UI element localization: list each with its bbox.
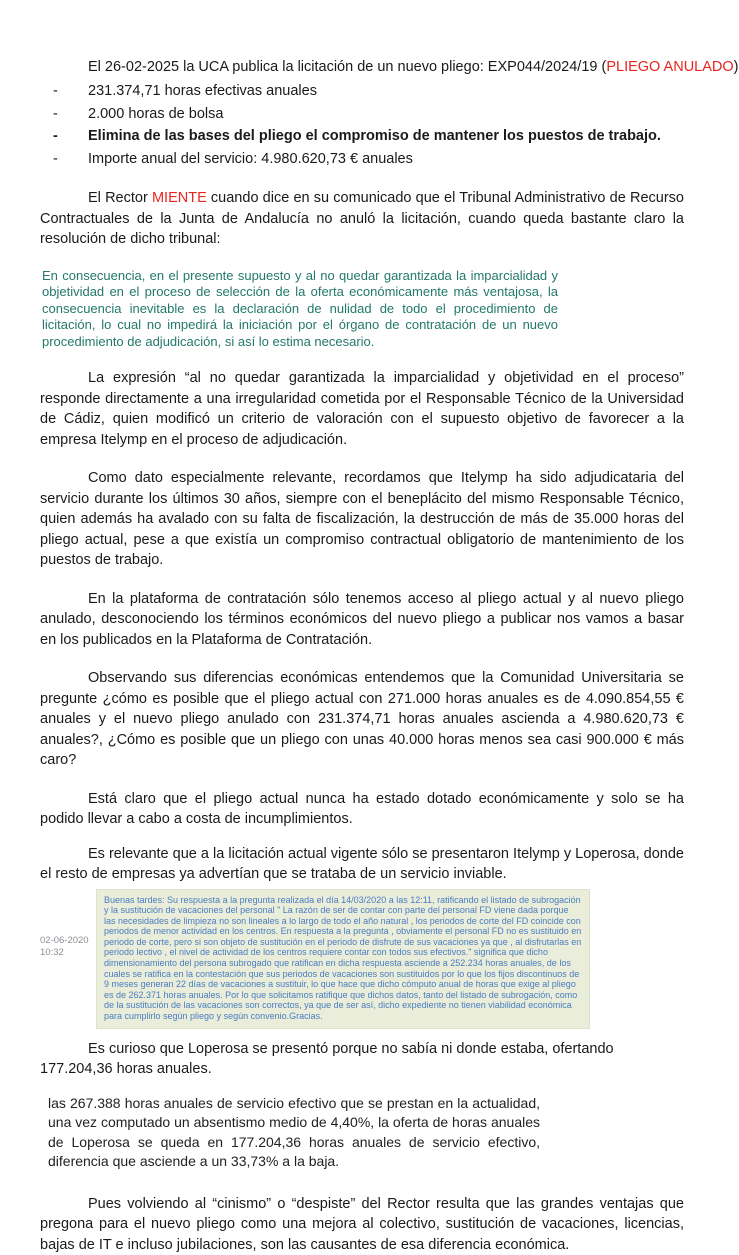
bullet-marker: - — [53, 83, 58, 99]
rector-paragraph — [40, 188, 684, 250]
chat-timestamp — [40, 889, 96, 1029]
intro-prefix: El 26-02-2025 la UCA publica la licitación de un nuevo pliego: EXP044/2024/19 ( — [88, 59, 607, 75]
bullet-item-elimina-compromiso — [53, 125, 684, 148]
intro-suffix: ) — [733, 59, 739, 75]
chat-timestamp-time: 10:32 — [40, 946, 64, 958]
paragraph-es-relevante: Es relevante que a la licitación actual vigente sólo se presentaron Itelymp y Loperosa, donde el resto de empresas ya advertían que se trataba de un servicio inviable. — [40, 845, 684, 882]
bullet-marker: - — [53, 105, 58, 122]
miente-highlight: MIENTE — [151, 190, 207, 206]
bullet-item-importe-anual — [53, 148, 684, 171]
chat-message-text: Buenas tardes: Su respuesta a la pregunta realizada el día 14/03/2020 a las 12:11, ratificando el listado de subrogación y la sustitución de vacaciones del personal " La razón de ser de contar con parte del personal FD viene dada porque las necesidades de limpieza no son lineales a lo largo de todo el año natural , los periodos de corte del FD coincide con periodos de menor actividad en los centros. En respuesta a la pregunta , obviamente el personal FD no es sustituido en periodo de corte, pero si son objeto de sustitución en el periodo de disfrute de sus vacaciones ya que , al disfrutarlas en periodo lectivo , el nivel de actividad de los centros requiere contar con todos sus efectivos." significa que dicho dimensionamiento del persona subrogado que ratifican en dicha respuesta asciende a 252.234 horas anuales, de los cuales se ratifica en la contestación que sus periodos de vacaciones son sustituidos por lo que los fijos discontinuos de 9 meses generan 22 días de vacaciones a sustituir, lo que hace que dicho cómputo anual de horas que exige al pliego es de 262.371 horas anuales. Por lo que solicitamos ratifique que dichos datos, tanto del listado de subrogación, como de la sustitución de las vacaciones son correctos, ya que de ser así, dicho expediente no tienen viabilidad económica para cumplirlo según pliego y según convenio.Gracias. — [104, 894, 582, 1022]
paragraph-como-dato: Como dato especialmente relevante, recordamos que Itelymp ha sido adjudicataria del servicio durante los últimos 30 años, siempre con el beneplácito del mismo Responsable Técnico, quien además ha avalado con su falta de fiscalización, la destrucción de más de 35.000 horas del pliego actual, pese a que existía un compromiso contractual obligatorio de mantenimiento de los puestos de trabajo. — [40, 470, 684, 568]
intro-line — [88, 56, 739, 78]
paragraph-plataforma: En la plataforma de contratación sólo tenemos acceso al pliego actual y al nuevo pliego anulado, desconociendo los términos económicos del nuevo pliego a publicar nos vamos a basar en los publicados en la Plataforma de Contratación. — [40, 590, 684, 648]
paragraph-observando-diferencias: Observando sus diferencias económicas entendemos que la Comunidad Universitaria se pregunte ¿cómo es posible que el pliego actual con 271.000 horas anuales es de 4.090.854,55 € anuales y el nuevo pliego anulado con 231.374,71 horas anuales ascienda a 4.980.620,73 € anuales?, ¿Cómo es posible que un pliego con unas 40.000 horas menos sea casi 900.000 € más caro? — [40, 670, 684, 768]
bullet-marker: - — [53, 150, 58, 167]
rector-text-after: cuando dice en su comunicado que el Tribunal Administrativo de Recurso Contractuales de la Junta de Andalucía no anuló la licitación, cuando queda bastante claro la resolución de dicho tribunal: — [40, 190, 684, 247]
pliego-anulado-highlight: PLIEGO ANULADO — [606, 59, 734, 75]
tribunal-resolution-quote: En consecuencia, en el presente supuesto y al no quedar garantizada la imparcialidad y objetividad en el proceso de selección de la oferta económicamente más ventajosa, la consecuencia inevitable es la declaración de nulidad de todo el procedimiento de licitación, lo cual no impedirá la iniciación por el órgano de contratación de un nuevo procedimiento de adjudicación, si así lo estima necesario. — [42, 267, 558, 349]
chat-message-box — [96, 889, 590, 1029]
bullet-item-horas-efectivas — [53, 80, 684, 103]
chat-screenshot — [40, 889, 684, 1029]
rector-text-before: El Rector — [88, 190, 152, 206]
offer-excerpt-block: las 267.388 horas anuales de servicio efectivo que se prestan en la actualidad, una vez computado un absentismo medio de 4,40%, la oferta de horas anuales de Loperosa se queda en 177.204,36 horas anuales de servicio efectivo, diferencia que asciende a un 33,73% a la baja. — [48, 1094, 540, 1170]
paragraph-esta-claro: Está claro que el pliego actual nunca ha estado dotado económicamente y solo se ha podido llevar a cabo a costa de incumplimientos. — [40, 790, 684, 827]
bullet-text: Elimina de las bases del pliego el compromiso de mantener los puestos de trabajo. — [88, 128, 661, 144]
paragraph-final-cinismo: Pues volviendo al “cinismo” o “despiste” del Rector resulta que las grandes ventajas que pregona para el nuevo pliego como una mejora al colectivo, sustitución de vacaciones, licencias, bajas de IT e incluso jubilaciones, son las causantes de esa diferencia económica. — [40, 1195, 684, 1253]
bullet-list — [40, 80, 684, 170]
bullet-text: Importe anual del servicio: 4.980.620,73 € anuales — [88, 150, 413, 167]
bullet-text: 2.000 horas de bolsa — [88, 105, 224, 122]
paragraph-es-curioso-loperosa: Es curioso que Loperosa se presentó porque no sabía ni donde estaba, ofertando 177.204,36 horas anuales. — [40, 1040, 614, 1078]
bullet-text: 231.374,71 horas efectivas anuales — [88, 83, 317, 99]
bullet-item-horas-bolsa — [53, 103, 684, 126]
chat-timestamp-date: 02-06-2020 — [40, 934, 89, 946]
paragraph-la-expresion: La expresión “al no quedar garantizada la imparcialidad y objetividad en el proceso” responde directamente a una irregularidad cometida por el Responsable Técnico de la Universidad de Cádiz, quien modificó un criterio de valoración con el supuesto objetivo de favorecer a la empresa Itelymp en el proceso de adjudicación. — [40, 370, 684, 448]
bullet-marker: - — [53, 128, 58, 144]
